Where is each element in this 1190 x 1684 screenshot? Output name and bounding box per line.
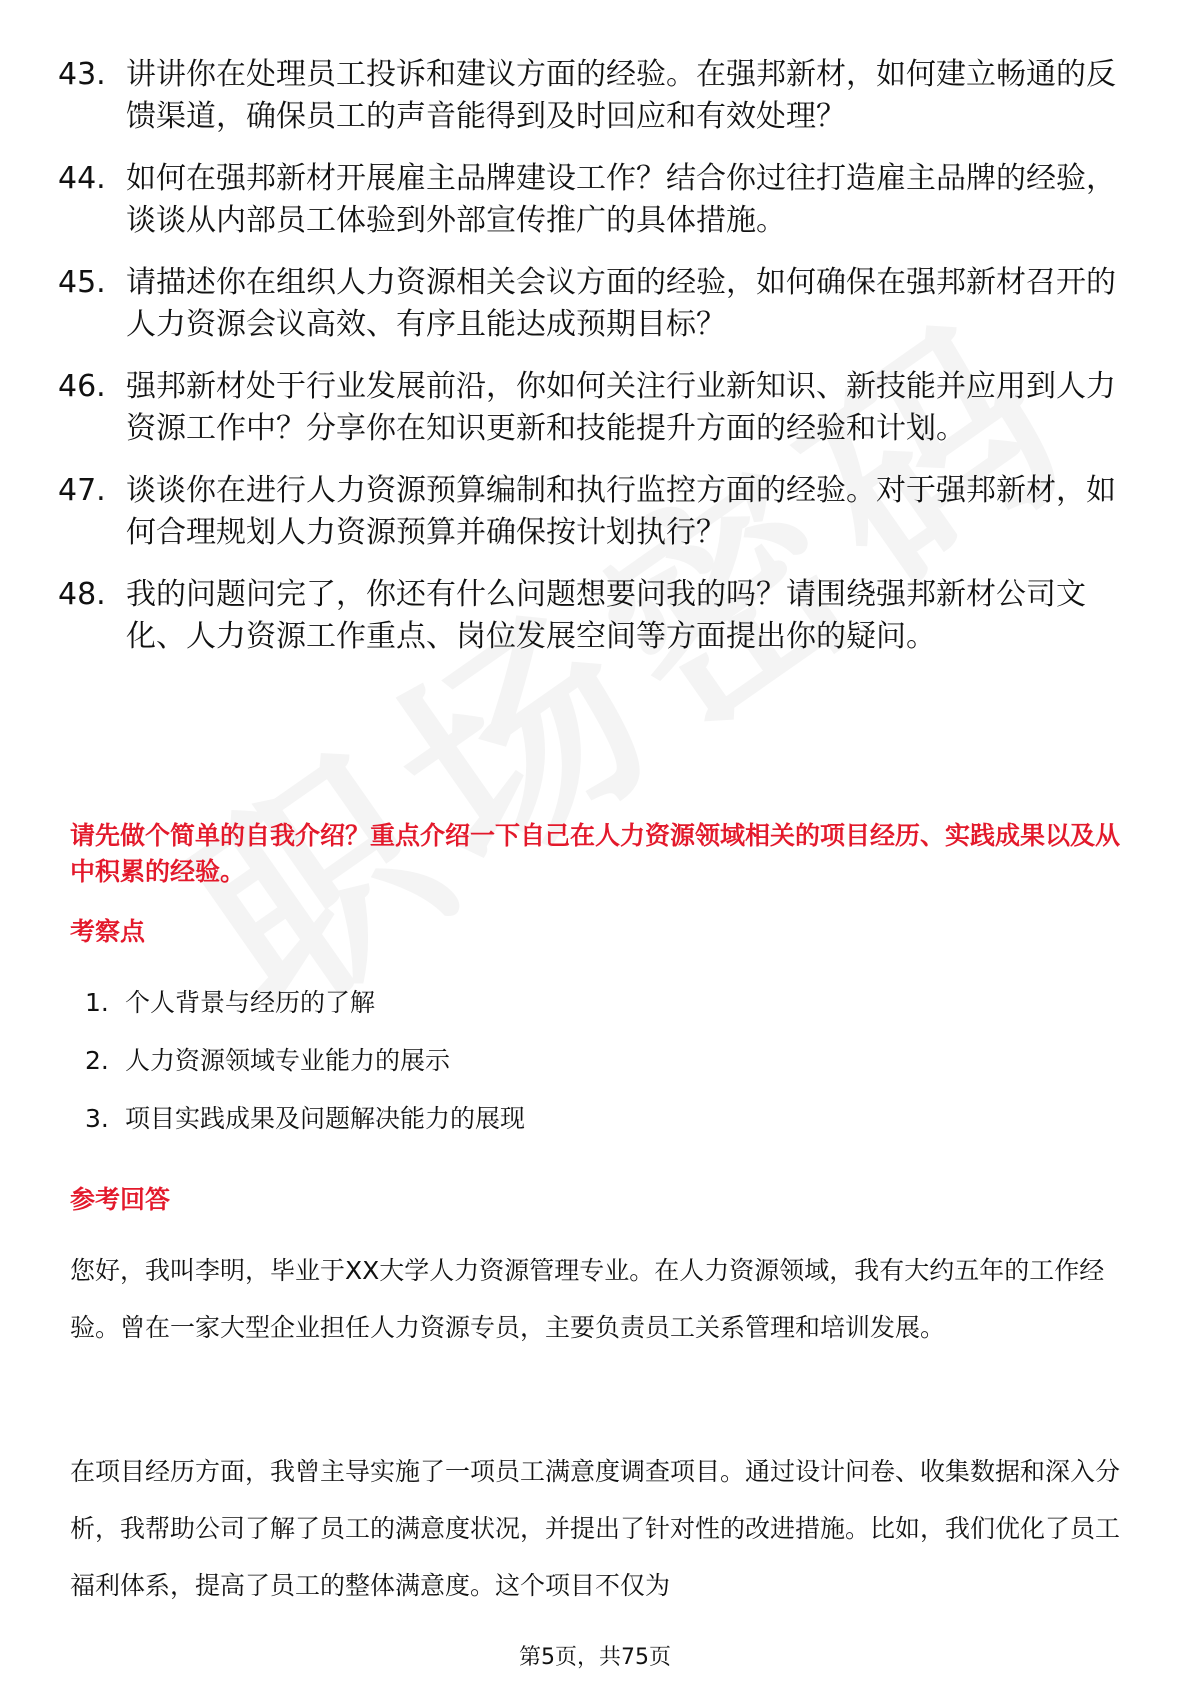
question-number: 45. [58,265,106,300]
assessment-points-list [85,985,985,1159]
list-item-text: 人力资源领域专业能力的展示 [125,1046,451,1075]
list-item-text: 个人背景与经历的了解 [125,988,376,1017]
question-text: 讲讲你在处理员工投诉和建议方面的经验。在强邦新材，如何建立畅通的反馈渠道，确保员工的声音能得到及时回应和有效处理？ [126,57,1116,134]
question-item [58,158,1118,242]
answer-question-heading: 请先做个简单的自我介绍？重点介绍一下自己在人力资源领域相关的项目经历、实践成果以及从中积累的经验。 [70,821,1121,886]
answer-paragraph: 您好，我叫李明，毕业于XX大学人力资源管理专业。在人力资源领域，我有大约五年的工作经验。曾在一家大型企业担任人力资源专员，主要负责员工关系管理和培训发展。 [70,1256,1105,1342]
answer-paragraph: 在项目经历方面，我曾主导实施了一项员工满意度调查项目。通过设计问卷、收集数据和深入分析，我帮助公司了解了员工的满意度状况，并提出了针对性的改进措施。比如，我们优化了员工福利体系，提高了员工的整体满意度。这个项目不仅为 [70,1457,1121,1600]
question-number: 48. [58,577,106,612]
list-item-number: 2. [85,1046,109,1075]
list-item-text: 项目实践成果及问题解决能力的展现 [125,1104,526,1133]
question-text: 如何在强邦新材开展雇主品牌建设工作？结合你过往打造雇主品牌的经验，谈谈从内部员工体验到外部宣传推广的具体措施。 [126,161,1116,238]
question-item [58,366,1118,450]
question-item [58,54,1118,138]
question-text: 我的问题问完了，你还有什么问题想要问我的吗？请围绕强邦新材公司文化、人力资源工作重点、岗位发展空间等方面提出你的疑问。 [126,577,1086,654]
list-item-number: 3. [85,1104,109,1133]
question-item [58,262,1118,346]
section-label-kaocha: 考察点 [70,917,146,946]
question-text: 谈谈你在进行人力资源预算编制和执行监控方面的经验。对于强邦新材，如何合理规划人力资源预算并确保按计划执行？ [126,473,1116,550]
question-text: 强邦新材处于行业发展前沿，你如何关注行业新知识、新技能并应用到人力资源工作中？分享你在知识更新和技能提升方面的经验和计划。 [126,369,1116,446]
question-item [58,574,1118,658]
question-text: 请描述你在组织人力资源相关会议方面的经验，如何确保在强邦新材召开的人力资源会议高效、有序且能达成预期目标？ [126,265,1116,342]
question-number: 46. [58,369,106,404]
list-item-number: 1. [85,988,109,1017]
section-label-cankao: 参考回答 [70,1185,171,1214]
list-item [85,1043,985,1101]
list-item [85,1101,985,1159]
page-footer: 第5页，共75页 [519,1645,671,1670]
question-item [58,470,1118,554]
question-list [58,54,1118,678]
question-number: 44. [58,161,106,196]
question-number: 47. [58,473,106,508]
list-item [85,985,985,1043]
question-number: 43. [58,57,106,92]
